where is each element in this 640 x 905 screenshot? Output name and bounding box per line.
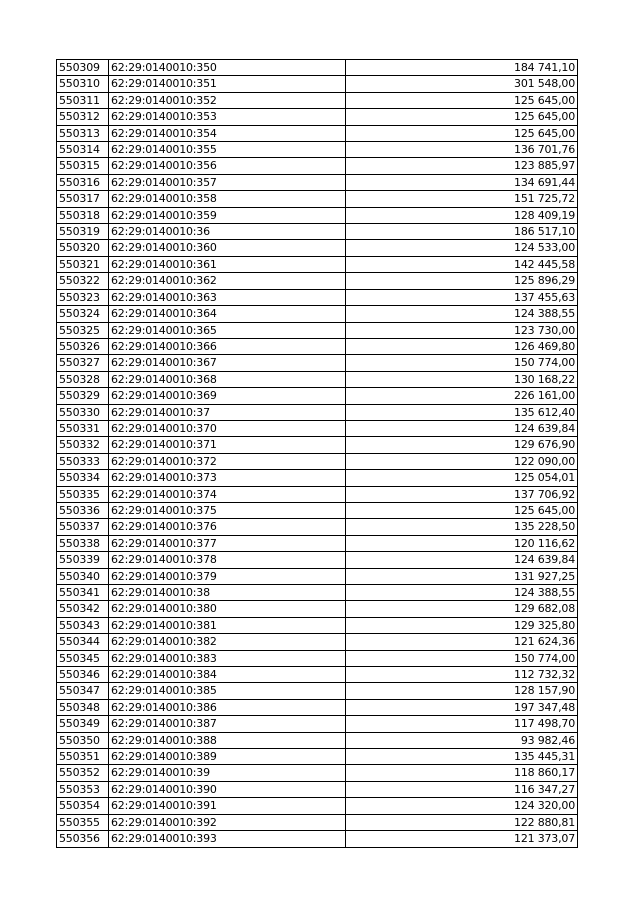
cadastral-number-cell: 62:29:0140010:381 bbox=[109, 617, 346, 633]
table-row bbox=[57, 420, 578, 436]
table-row bbox=[57, 683, 578, 699]
table-row bbox=[57, 60, 578, 76]
cadastral-value-cell: 197 347,48 bbox=[346, 699, 578, 715]
table-row bbox=[57, 634, 578, 650]
row-number-cell: 550310 bbox=[57, 76, 109, 92]
cadastral-number-cell: 62:29:0140010:352 bbox=[109, 92, 346, 108]
table-row bbox=[57, 765, 578, 781]
cadastral-value-cell: 124 388,55 bbox=[346, 306, 578, 322]
row-number-cell: 550355 bbox=[57, 814, 109, 830]
cadastral-value-cell: 226 161,00 bbox=[346, 388, 578, 404]
cadastral-number-cell: 62:29:0140010:368 bbox=[109, 371, 346, 387]
cadastral-number-cell: 62:29:0140010:371 bbox=[109, 437, 346, 453]
row-number-cell: 550326 bbox=[57, 338, 109, 354]
row-number-cell: 550334 bbox=[57, 470, 109, 486]
row-number-cell: 550311 bbox=[57, 92, 109, 108]
table-row bbox=[57, 716, 578, 732]
table-row bbox=[57, 486, 578, 502]
cadastral-number-cell: 62:29:0140010:383 bbox=[109, 650, 346, 666]
cadastral-number-cell: 62:29:0140010:358 bbox=[109, 191, 346, 207]
table-row bbox=[57, 158, 578, 174]
row-number-cell: 550347 bbox=[57, 683, 109, 699]
row-number-cell: 550349 bbox=[57, 716, 109, 732]
cadastral-value-cell: 137 455,63 bbox=[346, 289, 578, 305]
table-row bbox=[57, 174, 578, 190]
cadastral-value-cell: 125 896,29 bbox=[346, 273, 578, 289]
table-row bbox=[57, 289, 578, 305]
cadastral-value-cell: 128 409,19 bbox=[346, 207, 578, 223]
table-row bbox=[57, 224, 578, 240]
cadastral-number-cell: 62:29:0140010:356 bbox=[109, 158, 346, 174]
cadastral-number-cell: 62:29:0140010:385 bbox=[109, 683, 346, 699]
row-number-cell: 550321 bbox=[57, 256, 109, 272]
table-row bbox=[57, 76, 578, 92]
cadastral-value-cell: 126 469,80 bbox=[346, 338, 578, 354]
cadastral-number-cell: 62:29:0140010:363 bbox=[109, 289, 346, 305]
row-number-cell: 550335 bbox=[57, 486, 109, 502]
row-number-cell: 550356 bbox=[57, 831, 109, 847]
cadastral-value-cell: 150 774,00 bbox=[346, 650, 578, 666]
table-row bbox=[57, 535, 578, 551]
cadastral-value-cell: 129 676,90 bbox=[346, 437, 578, 453]
cadastral-value-cell: 142 445,58 bbox=[346, 256, 578, 272]
row-number-cell: 550342 bbox=[57, 601, 109, 617]
cadastral-number-cell: 62:29:0140010:359 bbox=[109, 207, 346, 223]
row-number-cell: 550320 bbox=[57, 240, 109, 256]
row-number-cell: 550324 bbox=[57, 306, 109, 322]
cadastral-number-cell: 62:29:0140010:389 bbox=[109, 749, 346, 765]
cadastral-value-cell: 123 885,97 bbox=[346, 158, 578, 174]
cadastral-value-cell: 151 725,72 bbox=[346, 191, 578, 207]
cadastral-value-cell: 135 445,31 bbox=[346, 749, 578, 765]
cadastral-value-cell: 121 373,07 bbox=[346, 831, 578, 847]
cadastral-value-cell: 150 774,00 bbox=[346, 355, 578, 371]
row-number-cell: 550353 bbox=[57, 781, 109, 797]
table-row bbox=[57, 338, 578, 354]
table-row bbox=[57, 650, 578, 666]
table-row bbox=[57, 502, 578, 518]
cadastral-number-cell: 62:29:0140010:353 bbox=[109, 109, 346, 125]
table-row bbox=[57, 798, 578, 814]
cadastral-value-cell: 184 741,10 bbox=[346, 60, 578, 76]
cadastral-number-cell: 62:29:0140010:369 bbox=[109, 388, 346, 404]
row-number-cell: 550351 bbox=[57, 749, 109, 765]
cadastral-value-cell: 122 880,81 bbox=[346, 814, 578, 830]
cadastral-value-cell: 117 498,70 bbox=[346, 716, 578, 732]
cadastral-value-cell: 124 320,00 bbox=[346, 798, 578, 814]
cadastral-number-cell: 62:29:0140010:372 bbox=[109, 453, 346, 469]
cadastral-number-cell: 62:29:0140010:378 bbox=[109, 552, 346, 568]
table-row bbox=[57, 831, 578, 847]
table-row bbox=[57, 142, 578, 158]
row-number-cell: 550333 bbox=[57, 453, 109, 469]
cadastral-value-cell: 118 860,17 bbox=[346, 765, 578, 781]
table-row bbox=[57, 109, 578, 125]
cadastral-number-cell: 62:29:0140010:375 bbox=[109, 502, 346, 518]
cadastral-number-cell: 62:29:0140010:380 bbox=[109, 601, 346, 617]
cadastral-number-cell: 62:29:0140010:357 bbox=[109, 174, 346, 190]
cadastral-number-cell: 62:29:0140010:386 bbox=[109, 699, 346, 715]
cadastral-value-cell: 135 612,40 bbox=[346, 404, 578, 420]
cadastral-number-cell: 62:29:0140010:37 bbox=[109, 404, 346, 420]
cadastral-value-cell: 186 517,10 bbox=[346, 224, 578, 240]
row-number-cell: 550346 bbox=[57, 667, 109, 683]
table-row bbox=[57, 125, 578, 141]
table-row bbox=[57, 732, 578, 748]
cadastral-number-cell: 62:29:0140010:384 bbox=[109, 667, 346, 683]
cadastral-number-cell: 62:29:0140010:392 bbox=[109, 814, 346, 830]
row-number-cell: 550325 bbox=[57, 322, 109, 338]
row-number-cell: 550337 bbox=[57, 519, 109, 535]
row-number-cell: 550352 bbox=[57, 765, 109, 781]
cadastral-number-cell: 62:29:0140010:387 bbox=[109, 716, 346, 732]
cadastral-number-cell: 62:29:0140010:388 bbox=[109, 732, 346, 748]
row-number-cell: 550317 bbox=[57, 191, 109, 207]
table-row bbox=[57, 322, 578, 338]
table-row bbox=[57, 519, 578, 535]
row-number-cell: 550331 bbox=[57, 420, 109, 436]
table-row bbox=[57, 749, 578, 765]
row-number-cell: 550330 bbox=[57, 404, 109, 420]
row-number-cell: 550314 bbox=[57, 142, 109, 158]
cadastral-number-cell: 62:29:0140010:382 bbox=[109, 634, 346, 650]
row-number-cell: 550338 bbox=[57, 535, 109, 551]
table-row bbox=[57, 437, 578, 453]
table-row bbox=[57, 453, 578, 469]
cadastral-number-cell: 62:29:0140010:355 bbox=[109, 142, 346, 158]
row-number-cell: 550327 bbox=[57, 355, 109, 371]
row-number-cell: 550319 bbox=[57, 224, 109, 240]
table-row bbox=[57, 699, 578, 715]
table-row bbox=[57, 470, 578, 486]
table-row bbox=[57, 306, 578, 322]
row-number-cell: 550354 bbox=[57, 798, 109, 814]
table-row bbox=[57, 92, 578, 108]
cadastral-number-cell: 62:29:0140010:377 bbox=[109, 535, 346, 551]
cadastral-value-cell: 121 624,36 bbox=[346, 634, 578, 650]
cadastral-value-cell: 301 548,00 bbox=[346, 76, 578, 92]
table-body bbox=[57, 60, 578, 848]
table-row bbox=[57, 404, 578, 420]
cadastral-value-cell: 136 701,76 bbox=[346, 142, 578, 158]
row-number-cell: 550312 bbox=[57, 109, 109, 125]
cadastral-value-cell: 125 645,00 bbox=[346, 92, 578, 108]
row-number-cell: 550322 bbox=[57, 273, 109, 289]
cadastral-number-cell: 62:29:0140010:361 bbox=[109, 256, 346, 272]
row-number-cell: 550336 bbox=[57, 502, 109, 518]
row-number-cell: 550316 bbox=[57, 174, 109, 190]
table-row bbox=[57, 568, 578, 584]
cadastral-value-cell: 122 090,00 bbox=[346, 453, 578, 469]
cadastral-value-cell: 124 639,84 bbox=[346, 420, 578, 436]
cadastral-value-cell: 125 054,01 bbox=[346, 470, 578, 486]
row-number-cell: 550341 bbox=[57, 585, 109, 601]
table-row bbox=[57, 273, 578, 289]
cadastral-value-cell: 124 639,84 bbox=[346, 552, 578, 568]
row-number-cell: 550339 bbox=[57, 552, 109, 568]
table-row bbox=[57, 355, 578, 371]
cadastral-number-cell: 62:29:0140010:365 bbox=[109, 322, 346, 338]
table-row bbox=[57, 667, 578, 683]
cadastral-value-cell: 131 927,25 bbox=[346, 568, 578, 584]
cadastral-number-cell: 62:29:0140010:367 bbox=[109, 355, 346, 371]
cadastral-number-cell: 62:29:0140010:364 bbox=[109, 306, 346, 322]
cadastral-value-cell: 129 325,80 bbox=[346, 617, 578, 633]
row-number-cell: 550343 bbox=[57, 617, 109, 633]
cadastral-value-cell: 124 533,00 bbox=[346, 240, 578, 256]
row-number-cell: 550329 bbox=[57, 388, 109, 404]
cadastral-number-cell: 62:29:0140010:38 bbox=[109, 585, 346, 601]
table-row bbox=[57, 191, 578, 207]
cadastral-value-cell: 130 168,22 bbox=[346, 371, 578, 387]
table-row bbox=[57, 585, 578, 601]
cadastral-number-cell: 62:29:0140010:350 bbox=[109, 60, 346, 76]
row-number-cell: 550309 bbox=[57, 60, 109, 76]
row-number-cell: 550345 bbox=[57, 650, 109, 666]
table-row bbox=[57, 240, 578, 256]
cadastral-number-cell: 62:29:0140010:370 bbox=[109, 420, 346, 436]
cadastral-number-cell: 62:29:0140010:366 bbox=[109, 338, 346, 354]
cadastral-number-cell: 62:29:0140010:39 bbox=[109, 765, 346, 781]
cadastral-value-cell: 112 732,32 bbox=[346, 667, 578, 683]
table-row bbox=[57, 814, 578, 830]
cadastral-number-cell: 62:29:0140010:379 bbox=[109, 568, 346, 584]
cadastral-number-cell: 62:29:0140010:373 bbox=[109, 470, 346, 486]
cadastral-value-cell: 125 645,00 bbox=[346, 502, 578, 518]
cadastral-value-cell: 135 228,50 bbox=[346, 519, 578, 535]
cadastral-number-cell: 62:29:0140010:393 bbox=[109, 831, 346, 847]
row-number-cell: 550344 bbox=[57, 634, 109, 650]
cadastral-value-cell: 124 388,55 bbox=[346, 585, 578, 601]
row-number-cell: 550332 bbox=[57, 437, 109, 453]
table-row bbox=[57, 552, 578, 568]
row-number-cell: 550328 bbox=[57, 371, 109, 387]
table-row bbox=[57, 371, 578, 387]
cadastral-value-table bbox=[56, 59, 578, 848]
cadastral-value-cell: 129 682,08 bbox=[346, 601, 578, 617]
cadastral-value-cell: 125 645,00 bbox=[346, 125, 578, 141]
cadastral-value-cell: 93 982,46 bbox=[346, 732, 578, 748]
cadastral-number-cell: 62:29:0140010:391 bbox=[109, 798, 346, 814]
cadastral-number-cell: 62:29:0140010:354 bbox=[109, 125, 346, 141]
table-row bbox=[57, 781, 578, 797]
row-number-cell: 550313 bbox=[57, 125, 109, 141]
table-row bbox=[57, 207, 578, 223]
cadastral-value-cell: 120 116,62 bbox=[346, 535, 578, 551]
cadastral-value-cell: 134 691,44 bbox=[346, 174, 578, 190]
table-row bbox=[57, 601, 578, 617]
cadastral-number-cell: 62:29:0140010:360 bbox=[109, 240, 346, 256]
cadastral-value-cell: 123 730,00 bbox=[346, 322, 578, 338]
row-number-cell: 550348 bbox=[57, 699, 109, 715]
cadastral-value-cell: 125 645,00 bbox=[346, 109, 578, 125]
cadastral-number-cell: 62:29:0140010:362 bbox=[109, 273, 346, 289]
cadastral-value-cell: 137 706,92 bbox=[346, 486, 578, 502]
cadastral-number-cell: 62:29:0140010:374 bbox=[109, 486, 346, 502]
cadastral-number-cell: 62:29:0140010:36 bbox=[109, 224, 346, 240]
cadastral-value-cell: 116 347,27 bbox=[346, 781, 578, 797]
table-row bbox=[57, 617, 578, 633]
cadastral-value-cell: 128 157,90 bbox=[346, 683, 578, 699]
row-number-cell: 550323 bbox=[57, 289, 109, 305]
table-row bbox=[57, 256, 578, 272]
cadastral-number-cell: 62:29:0140010:390 bbox=[109, 781, 346, 797]
row-number-cell: 550340 bbox=[57, 568, 109, 584]
cadastral-number-cell: 62:29:0140010:376 bbox=[109, 519, 346, 535]
row-number-cell: 550315 bbox=[57, 158, 109, 174]
cadastral-number-cell: 62:29:0140010:351 bbox=[109, 76, 346, 92]
row-number-cell: 550318 bbox=[57, 207, 109, 223]
row-number-cell: 550350 bbox=[57, 732, 109, 748]
table-row bbox=[57, 388, 578, 404]
